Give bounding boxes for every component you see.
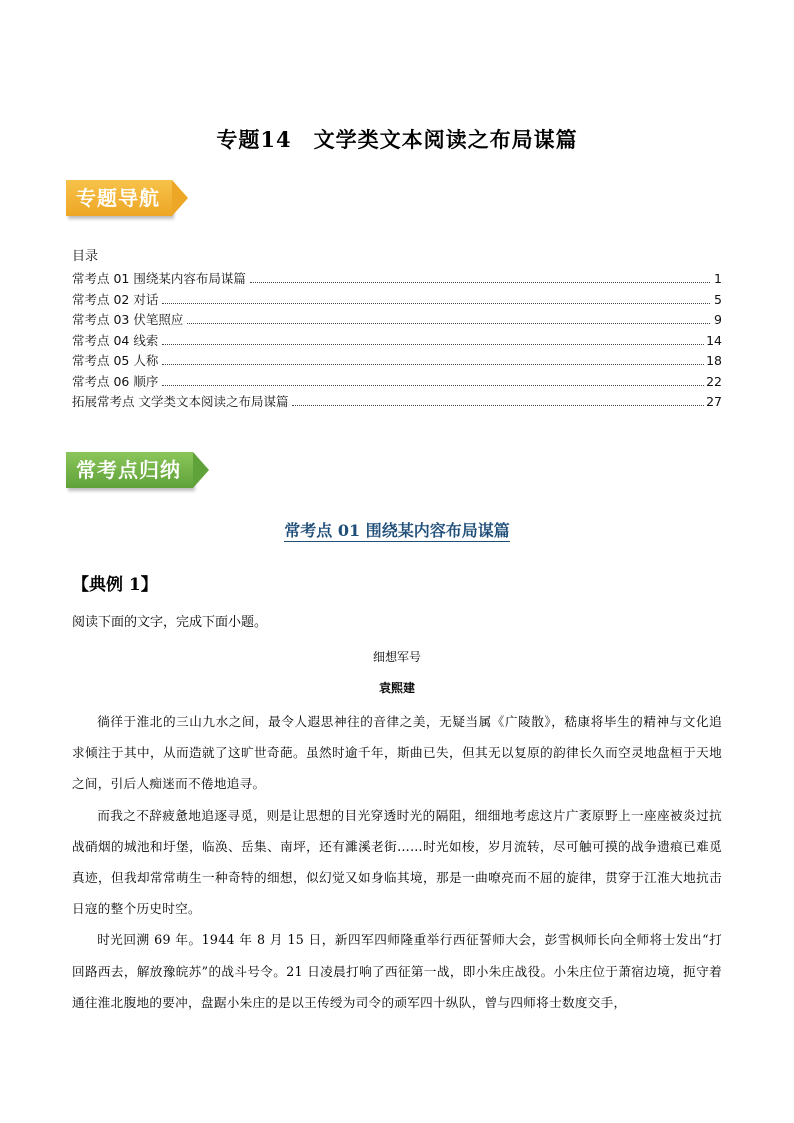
article-author: 袁熙建 [378, 681, 415, 695]
toc-leader-dots [162, 344, 704, 345]
toc-entry-label: 拓展常考点 文学类文本阅读之布局谋篇 [72, 394, 289, 409]
toc-entry-label: 常考点 06 顺序 [72, 373, 159, 389]
toc-entry-page: 18 [706, 353, 722, 368]
article-paragraph: 时光回溯 69 年。1944 年 8 月 15 日，新四军四师隆重举行西征誓师大会，彭雪枫师长向全师将士发出“打回路西去，解放豫皖苏”的战斗号令。21 日凌晨打响了西征第一战，即小朱庄战役。小朱庄位于萧宿边境，扼守着通往淮北腹地的要冲，盘踞小朱庄的是以王传绶为司令的顽军四十纵队，曾与四师将士数度交手， [72, 932, 722, 1010]
topic-navigation-label: 专题导航 [66, 180, 172, 216]
toc-entry[interactable] [72, 310, 722, 331]
toc-entry[interactable] [72, 372, 722, 393]
toc-entry[interactable] [72, 392, 722, 413]
toc-entry[interactable] [72, 331, 722, 352]
toc-leader-dots [292, 405, 704, 406]
example-label: 【典例 1】 [72, 575, 158, 595]
topic-navigation-banner [66, 180, 172, 216]
article-paragraph: 而我之不辞疲惫地追逐寻觅，则是让思想的目光穿透时光的隔阻，细细地考虑这片广袤原野上一座座被炎过抗战硝烟的城池和圩堡，临涣、岳集、南坪，还有濉溪老街……时光如梭，岁月流转，尽可触可摸的战争遗痕已难觅真迹，但我却常常萌生一种奇特的细想，似幻觉又如身临其境，那是一曲嘹亮而不屈的旋律，贯穿于江淮大地抗击日寇的整个历史时空。 [72, 807, 722, 917]
toc-entry-page: 14 [706, 332, 722, 348]
section-title-text: 常考点 01 围绕某内容布局谋篇 [284, 521, 510, 540]
toc-entry-page: 1 [714, 271, 722, 286]
key-points-summary-banner [66, 452, 193, 488]
toc-entry-label: 常考点 02 对话 [72, 291, 159, 307]
toc-entry-label: 常考点 04 线索 [72, 332, 159, 348]
article-body [72, 706, 722, 1018]
toc-entry-label: 常考点 03 伏笔照应 [72, 312, 184, 327]
document-title: 专题14 文学类文本阅读之布局谋篇 [216, 127, 578, 152]
toc-leader-dots [162, 385, 704, 386]
toc-entry-label: 常考点 05 人称 [72, 353, 159, 368]
table-of-contents [72, 246, 722, 413]
toc-entry[interactable] [72, 269, 722, 290]
toc-entry[interactable] [72, 290, 722, 311]
reading-instruction: 阅读下面的文字，完成下面小题。 [72, 615, 268, 630]
article-paragraph: 徜徉于淮北的三山九水之间，最令人遐思神往的音律之美，无疑当属《广陵散》，嵇康将毕生的精神与文化追求倾注于其中，从而造就了这旷世奇葩。虽然时逾千年，斯曲已失，但其无以复原的韵律长久而空灵地盘桓于天地之间，引后人痴迷而不倦地追寻。 [72, 714, 722, 792]
toc-entry-page: 9 [714, 312, 722, 327]
toc-entry-page: 5 [714, 291, 722, 307]
toc-entry-label: 常考点 01 围绕某内容布局谋篇 [72, 271, 246, 286]
toc-heading: 目录 [72, 249, 99, 264]
toc-leader-dots [250, 282, 710, 283]
article-title: 细想军号 [372, 650, 421, 664]
toc-entry-page: 27 [706, 394, 722, 409]
toc-leader-dots [162, 364, 704, 365]
toc-leader-dots [187, 323, 710, 324]
key-points-summary-label: 常考点归纳 [66, 452, 193, 488]
toc-leader-dots [162, 303, 710, 304]
section-title [0, 518, 794, 541]
toc-entry[interactable] [72, 351, 722, 372]
toc-entry-page: 22 [706, 373, 722, 389]
